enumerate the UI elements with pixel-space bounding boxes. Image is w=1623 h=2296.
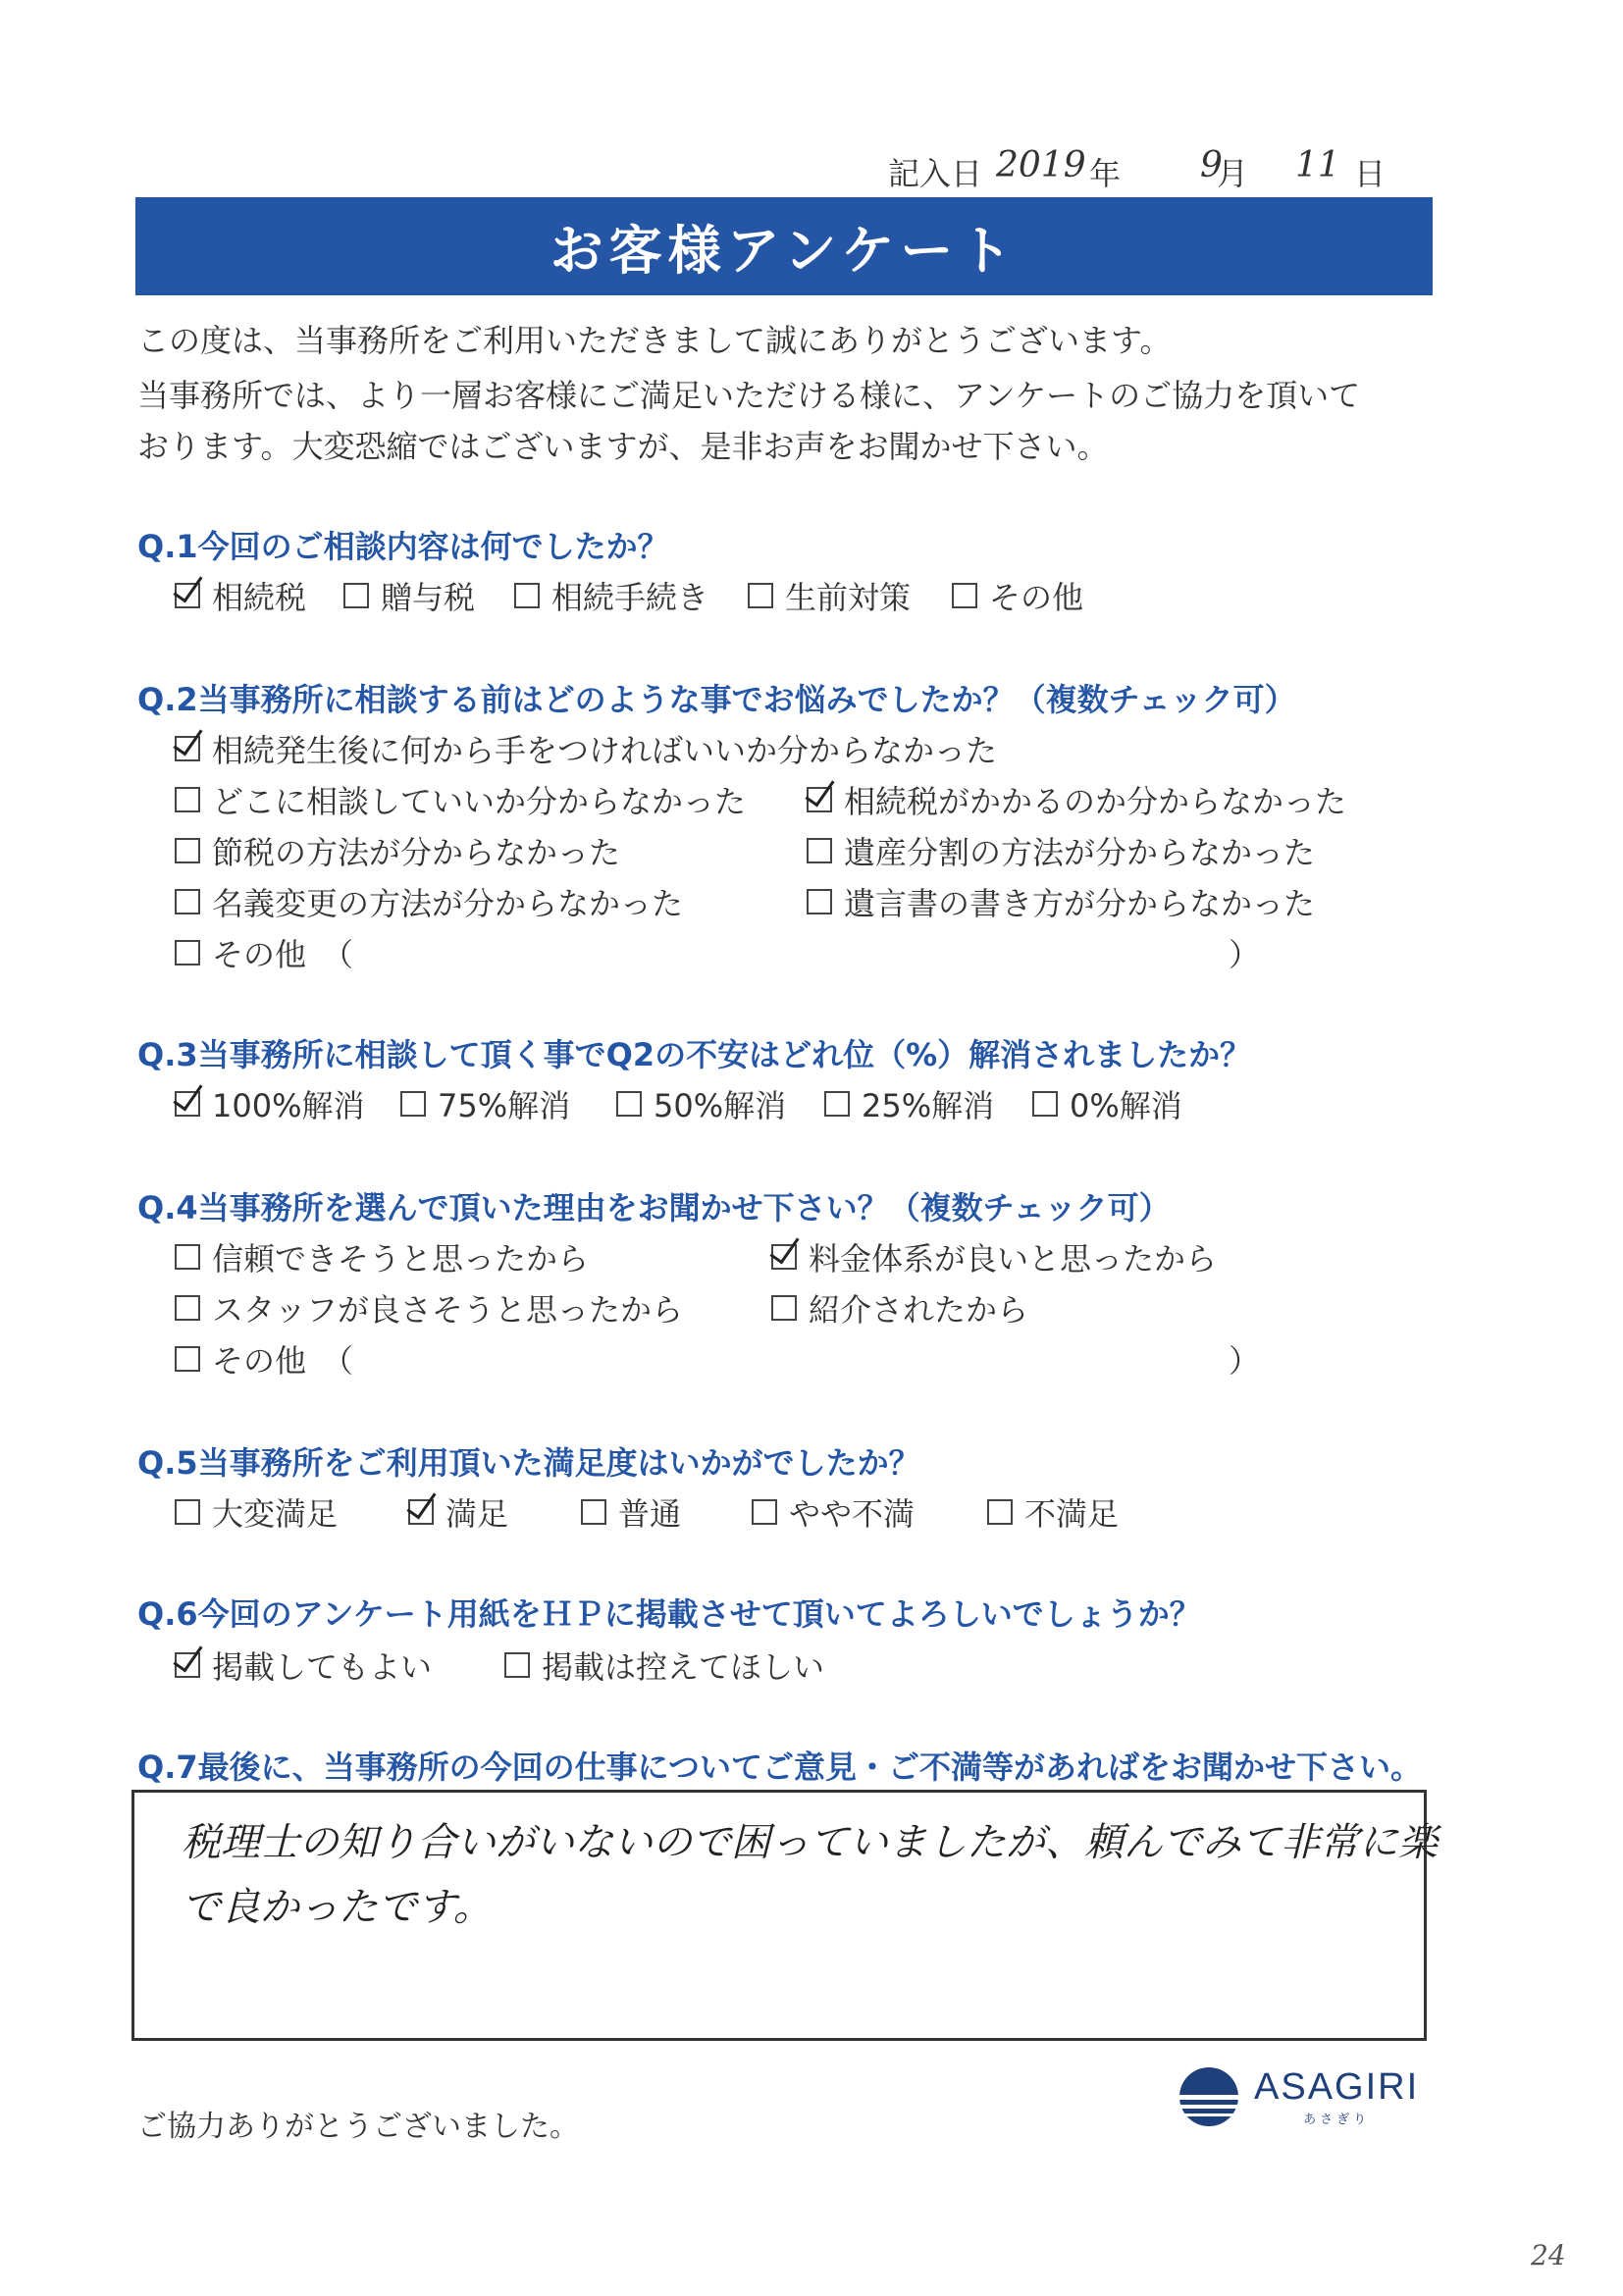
q2-option-other[interactable]: その他 （ [175,930,353,975]
checkbox[interactable] [504,1652,530,1678]
q2-title: Q.2当事務所に相談する前はどのような事でお悩みでしたか？（複数チェック可） [137,681,1296,718]
checkbox[interactable] [343,583,369,608]
checkbox[interactable] [581,1499,606,1525]
checkbox[interactable] [1032,1091,1058,1117]
q7-title: Q.7最後に、当事務所の今回の仕事についてご意見・ご不満等があればをお聞かせ下さい。 [137,1748,1422,1786]
q4-option[interactable]: 紹介されたから [771,1285,1028,1331]
q1-option[interactable]: 相続税 [175,573,306,618]
comment-text: 税理士の知り合いがいないので困っていましたが、頼んでみて非常に楽で良かったです。 [182,1820,1438,1930]
q6-option[interactable]: 掲載は控えてほしい [504,1643,824,1688]
q5-option[interactable]: 普通 [581,1489,681,1535]
q1-option[interactable]: その他 [952,573,1083,618]
checkbox[interactable] [175,1091,200,1117]
date-month: 9 [1200,145,1223,185]
checkbox[interactable] [807,889,832,914]
checkbox[interactable] [175,838,200,863]
q4-option-other[interactable]: その他 （ [175,1336,353,1382]
checkbox[interactable] [175,1295,200,1321]
q1-option[interactable]: 生前対策 [748,573,911,618]
q5-option[interactable]: 大変満足 [175,1489,338,1535]
q2-option[interactable]: 相続税がかかるのか分からなかった [807,777,1346,822]
checkbox[interactable] [175,1499,200,1525]
intro-line-3: おります。大変恐縮ではございますが、是非お声をお聞かせ下さい。 [137,428,1109,465]
checkbox[interactable] [752,1499,777,1525]
checkbox[interactable] [987,1499,1013,1525]
q2-option[interactable]: 名義変更の方法が分からなかった [175,879,683,924]
q2-other-close-paren: ） [1229,936,1261,973]
date-month-unit: 月 [1217,155,1249,192]
q4-title: Q.4当事務所を選んで頂いた理由をお聞かせ下さい？（複数チェック可） [137,1189,1171,1226]
q1-option[interactable]: 贈与税 [343,573,475,618]
checkbox[interactable] [616,1091,642,1117]
checkbox[interactable] [824,1091,850,1117]
page-number: 24 [1531,2239,1566,2271]
q3-title: Q.3当事務所に相談して頂く事でQ2の不安はどれ位（%）解消されましたか？ [137,1036,1252,1073]
checkbox[interactable] [807,787,832,812]
checkbox[interactable] [400,1091,426,1117]
date-year-unit: 年 [1089,155,1122,192]
q2-option[interactable]: 遺産分割の方法が分からなかった [807,828,1315,873]
checkbox[interactable] [175,787,200,812]
date-label: 記入日 [888,155,983,192]
title-banner [135,197,1433,295]
checkbox[interactable] [748,583,773,608]
q3-option[interactable]: 75%解消 [400,1081,570,1126]
q4-option[interactable]: 信頼できそうと思ったから [175,1234,589,1279]
intro-line-1: この度は、当事務所をご利用いただきまして誠にありがとうございます。 [137,322,1172,359]
q5-title: Q.5当事務所をご利用頂いた満足度はいかがでしたか？ [137,1444,920,1482]
checkbox[interactable] [175,1346,200,1372]
q2-option[interactable]: 遺言書の書き方が分からなかった [807,879,1315,924]
checkbox[interactable] [175,583,200,608]
q4-option[interactable]: スタッフが良さそうと思ったから [175,1285,683,1331]
q2-option[interactable]: 相続発生後に何から手をつければいいか分からなかった [175,726,997,771]
checkbox[interactable] [514,583,540,608]
checkbox[interactable] [807,838,832,863]
thanks-message: ご協力ありがとうございました。 [137,2110,579,2144]
q3-option[interactable]: 50%解消 [616,1081,786,1126]
q2-option[interactable]: 節税の方法が分からなかった [175,828,620,873]
checkbox[interactable] [771,1244,797,1270]
checkbox[interactable] [408,1499,434,1525]
checkbox[interactable] [175,940,200,965]
checkbox[interactable] [952,583,977,608]
q4-other-close-paren: ） [1229,1342,1261,1380]
logo-name: ASAGIRI [1254,2066,1420,2108]
q6-option[interactable]: 掲載してもよい [175,1643,432,1688]
checkbox[interactable] [175,736,200,761]
page-title: お客様アンケート [550,219,1019,282]
date-year: 2019 [996,145,1086,185]
checkbox[interactable] [175,889,200,914]
q5-option[interactable]: 不満足 [987,1489,1119,1535]
intro-line-2: 当事務所では、より一層お客様にご満足いただける様に、アンケートのご協力を頂いて [137,377,1361,414]
q1-option[interactable]: 相続手続き [514,573,708,618]
q2-option[interactable]: どこに相談していいか分からなかった [175,777,746,822]
comment-box[interactable] [131,1790,1438,2041]
q4-option[interactable]: 料金体系が良いと思ったから [771,1234,1217,1279]
q3-option[interactable]: 100%解消 [175,1081,365,1126]
logo-sub: あさぎり [1303,2113,1371,2127]
q1-title: Q.1今回のご相談内容は何でしたか？ [137,528,669,565]
checkbox[interactable] [175,1244,200,1270]
q5-option[interactable]: やや不満 [752,1489,915,1535]
date-day: 11 [1295,145,1340,185]
checkbox[interactable] [771,1295,797,1321]
date-day-unit: 日 [1354,155,1387,192]
asagiri-logo [1178,2065,1419,2128]
q6-title: Q.6今回のアンケート用紙をＨＰに掲載させて頂いてよろしいでしょうか？ [137,1595,1201,1633]
q3-option[interactable]: 25%解消 [824,1081,994,1126]
q3-option[interactable]: 0%解消 [1032,1081,1182,1126]
checkbox[interactable] [175,1652,200,1678]
q5-option[interactable]: 満足 [408,1489,508,1535]
sunrise-logo-icon [1178,2065,1240,2128]
